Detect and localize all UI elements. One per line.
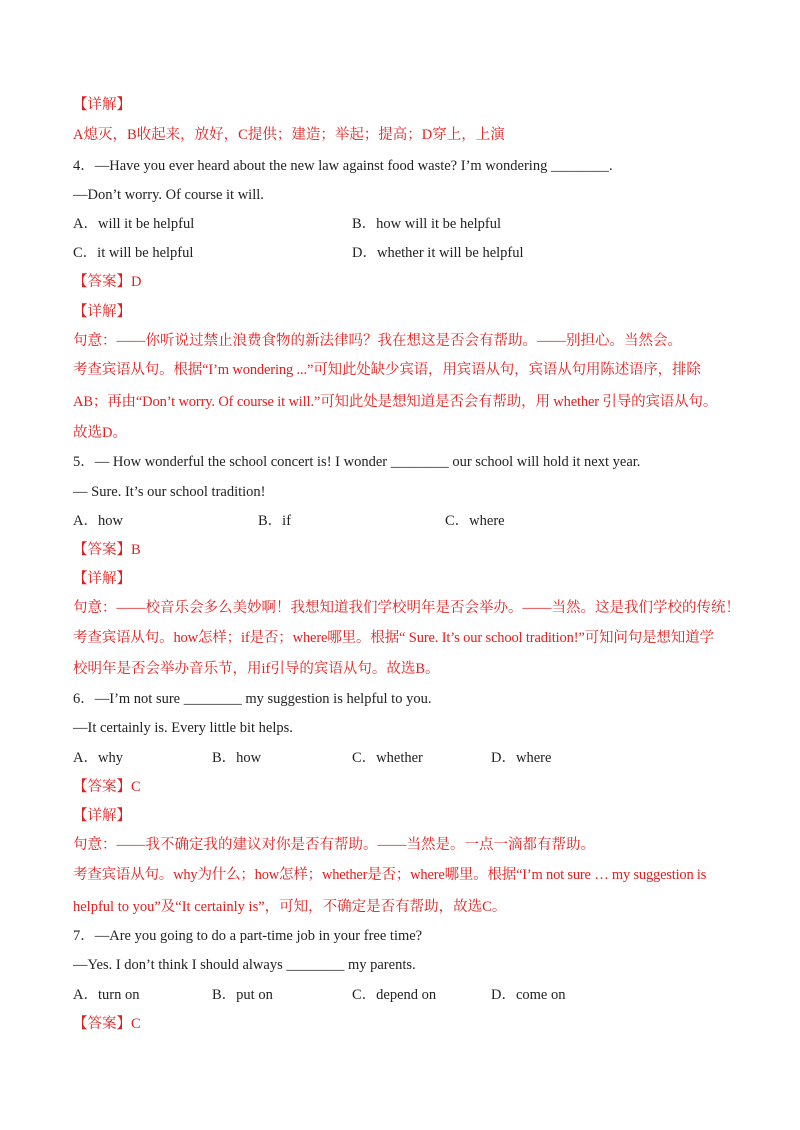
question-7-option-d: D．come on [491,987,566,1003]
question-6-option-d: D．where [491,750,552,766]
question-4-option-c: C．it will be helpful [73,245,194,261]
question-4-option-d: D．whether it will be helpful [352,245,524,261]
question-4-reply: —Don’t worry. Of course it will. [73,187,264,203]
question-4-answer: 【答案】D [73,274,142,290]
question-6: 6．—I’m not sure ________ my suggestion is helpful to you. [73,691,432,707]
question-5-reply: — Sure. It’s our school tradition! [73,484,266,500]
question-5-detail-label: 【详解】 [73,571,131,587]
question-6-detail-line: helpful to you”及“It certainly is”，可知，不确定是否有帮助，故选C。 [73,899,507,915]
detail-label: 【详解】 [73,97,131,113]
question-7-reply: —Yes. I don’t think I should always ________ my parents. [73,957,416,973]
question-4-option-b: B．how will it be helpful [352,216,502,232]
question-6-option-b: B．how [212,750,262,766]
question-5-option-c: C．where [445,513,505,529]
question-5-answer: 【答案】B [73,542,141,558]
question-4: 4．—Have you ever heard about the new law against food waste? I’m wondering ________. [73,158,613,174]
question-6-detail-line: 句意：——我不确定我的建议对你是否有帮助。——当然是。一点一滴都有帮助。 [73,837,595,853]
detail-line: A熄灭，B收起来，放好，C提供；建造；举起；提高；D穿上，上演 [73,127,505,143]
question-5-detail-line: 校明年是否会举办音乐节，用if引导的宾语从句。故选B。 [73,661,440,677]
question-6-answer: 【答案】C [73,779,141,795]
question-4-detail-line: 考查宾语从句。根据“I’m wondering ...”可知此处缺少宾语，用宾语从句，宾语从句用陈述语序，排除 [73,362,701,378]
question-5: 5．— How wonderful the school concert is! I wonder ________ our school will hold it next year. [73,454,641,470]
question-4-detail-label: 【详解】 [73,304,131,320]
question-6-detail-label: 【详解】 [73,808,131,824]
question-6-option-c: C．whether [352,750,423,766]
question-7-option-b: B．put on [212,987,273,1003]
question-7-option-a: A．turn on [73,987,140,1003]
question-5-option-b: B．if [258,513,292,529]
question-4-detail-line: 故选D。 [73,425,127,441]
question-5-detail-line: 句意：——校音乐会多么美妙啊！我想知道我们学校明年是否会举办。——当然。这是我们学校的传统！ [73,600,740,616]
question-6-option-a: A．why [73,750,123,766]
question-5-detail-line: 考查宾语从句。how怎样；if是否；where哪里。根据“ Sure. It’s our school tradition!”可知问句是想知道学 [73,630,714,646]
question-6-detail-line: 考查宾语从句。why为什么；how怎样；whether是否；where哪里。根据“I’m not sure … my suggestion is [73,867,707,883]
question-7-option-c: C．depend on [352,987,437,1003]
question-5-option-a: A．how [73,513,123,529]
question-7: 7．—Are you going to do a part-time job in your free time? [73,928,423,944]
question-4-detail-line: 句意：——你听说过禁止浪费食物的新法律吗？我在想这是否会有帮助。——别担心。当然会。 [73,333,682,349]
question-7-answer: 【答案】C [73,1016,141,1032]
question-4-detail-line: AB；再由“Don’t worry. Of course it will.”可知此处是想知道是否会有帮助，用 whether 引导的宾语从句。 [73,394,718,410]
question-6-reply: —It certainly is. Every little bit helps. [73,720,293,736]
question-4-option-a: A．will it be helpful [73,216,195,232]
